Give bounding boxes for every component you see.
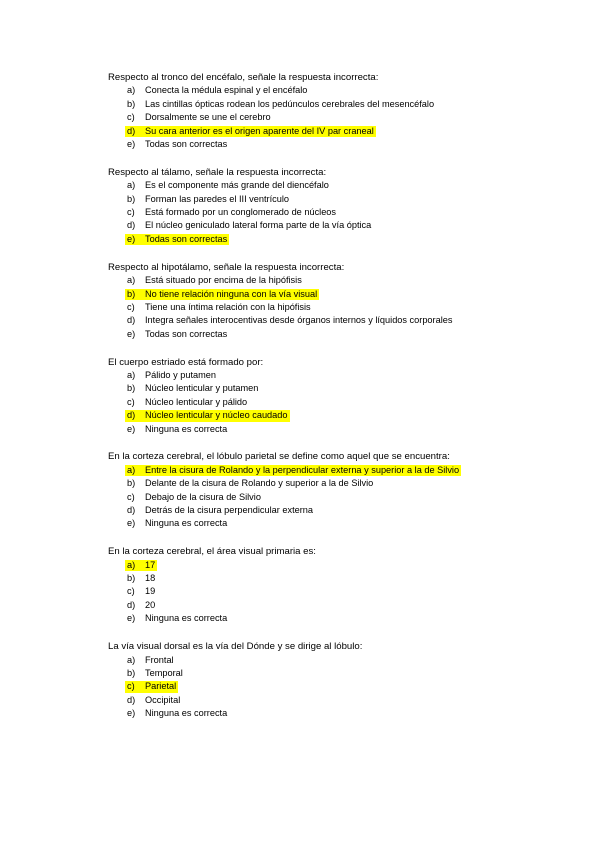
answer-option-highlighted — [108, 233, 568, 246]
option-letter: b) — [127, 383, 136, 394]
option-letter: c) — [127, 207, 135, 218]
question-text: El cuerpo estriado está formado por: — [108, 356, 264, 368]
answer-option — [108, 111, 568, 124]
option-letter: e) — [127, 328, 136, 339]
option-list — [108, 369, 568, 436]
answer-option-highlighted — [108, 559, 568, 572]
answer-option — [108, 206, 568, 219]
option-letter: c) — [127, 301, 135, 312]
option-letter: e) — [127, 233, 136, 244]
option-text: Parietal — [145, 681, 177, 692]
answer-option — [108, 599, 568, 612]
option-letter: e) — [127, 423, 136, 434]
option-letter: b) — [127, 478, 136, 489]
option-letter: b) — [127, 193, 136, 204]
answer-option — [108, 193, 568, 206]
question-block — [108, 261, 568, 341]
option-text: Todas son correctas — [145, 328, 228, 339]
option-text: Occipital — [145, 694, 181, 705]
question-block — [108, 450, 568, 530]
answer-option-highlighted — [108, 125, 568, 138]
option-letter: d) — [127, 315, 136, 326]
question-text: Respecto al hipotálamo, señale la respuesta incorrecta: — [108, 261, 345, 273]
option-list — [108, 274, 568, 341]
question-text: Respecto al tronco del encéfalo, señale la respuesta incorrecta: — [108, 72, 379, 83]
option-text: Las cintillas ópticas rodean los pedúnculos cerebrales del mesencéfalo — [145, 98, 435, 109]
option-text: Delante de la cisura de Rolando y superior a la de Silvio — [145, 478, 374, 489]
answer-option — [108, 219, 568, 232]
option-text: Integra señales interocentivas desde órganos internos y líquidos corporales — [145, 315, 453, 326]
option-text: Todas son correctas — [145, 138, 228, 149]
quiz-document — [108, 71, 568, 735]
option-text: Pálido y putamen — [145, 369, 216, 380]
answer-option — [108, 328, 568, 341]
question-text: La vía visual dorsal es la vía del Dónde y se dirige al lóbulo: — [108, 641, 363, 653]
answer-option — [108, 612, 568, 625]
option-text: Es el componente más grande del diencéfalo — [145, 180, 329, 191]
option-letter: a) — [127, 654, 136, 665]
question-block — [108, 356, 568, 436]
answer-option — [108, 707, 568, 720]
option-text: Entre la cisura de Rolando y la perpendicular externa y superior a la de Silvio — [145, 464, 460, 475]
option-letter: a) — [127, 369, 136, 380]
answer-option — [108, 585, 568, 598]
option-list — [108, 179, 568, 246]
question-text: En la corteza cerebral, el área visual primaria es: — [108, 546, 316, 558]
option-text: Su cara anterior es el origen aparente del IV par craneal — [145, 125, 374, 136]
option-letter: b) — [127, 573, 136, 584]
answer-option — [108, 491, 568, 504]
option-text: Todas son correctas — [145, 233, 228, 244]
option-letter: d) — [127, 505, 136, 516]
question-text: En la corteza cerebral, el lóbulo parietal se define como aquel que se encuentra: — [108, 451, 450, 463]
answer-option — [108, 98, 568, 111]
answer-option — [108, 314, 568, 327]
answer-option — [108, 382, 568, 395]
option-list — [108, 464, 568, 531]
option-text: El núcleo geniculado lateral forma parte de la vía óptica — [145, 220, 372, 231]
option-letter: d) — [127, 125, 136, 136]
answer-option — [108, 274, 568, 287]
answer-option — [108, 179, 568, 192]
answer-option — [108, 517, 568, 530]
option-text: Ninguna es correcta — [145, 613, 228, 624]
option-text: Forman las paredes el III ventrículo — [145, 193, 290, 204]
answer-option — [108, 504, 568, 517]
option-text: Dorsalmente se une el cerebro — [145, 112, 271, 123]
option-letter: d) — [127, 410, 136, 421]
option-text: Conecta la médula espinal y el encéfalo — [145, 85, 308, 96]
question-block — [108, 71, 568, 151]
option-text: 18 — [145, 573, 156, 584]
question-block — [108, 640, 568, 720]
option-letter: c) — [127, 396, 135, 407]
answer-option-highlighted — [108, 680, 568, 693]
option-text: 19 — [145, 586, 156, 597]
option-list — [108, 654, 568, 721]
option-text: Ninguna es correcta — [145, 708, 228, 719]
answer-option — [108, 572, 568, 585]
answer-option — [108, 654, 568, 667]
option-letter: c) — [127, 112, 135, 123]
option-text: No tiene relación ninguna con la vía visual — [145, 288, 318, 299]
option-letter: a) — [127, 180, 136, 191]
answer-option-highlighted — [108, 288, 568, 301]
answer-option — [108, 301, 568, 314]
option-text: Está situado por encima de la hipófisis — [145, 275, 302, 286]
option-letter: d) — [127, 599, 136, 610]
option-text: Tiene una íntima relación con la hipófisis — [145, 301, 311, 312]
option-text: Está formado por un conglomerado de núcleos — [145, 207, 337, 218]
option-text: Detrás de la cisura perpendicular externa — [145, 505, 314, 516]
option-text: Debajo de la cisura de Silvio — [145, 491, 261, 502]
answer-option — [108, 667, 568, 680]
option-letter: d) — [127, 220, 136, 231]
question-text: Respecto al tálamo, señale la respuesta incorrecta: — [108, 166, 327, 178]
option-text: Núcleo lenticular y putamen — [145, 383, 259, 394]
question-block — [108, 166, 568, 246]
answer-option — [108, 396, 568, 409]
option-letter: a) — [127, 559, 136, 570]
answer-option-highlighted — [108, 409, 568, 422]
answer-option — [108, 369, 568, 382]
option-letter: c) — [127, 681, 135, 692]
option-text: Temporal — [145, 667, 183, 678]
option-letter: c) — [127, 491, 135, 502]
option-letter: b) — [127, 667, 136, 678]
option-letter: c) — [127, 586, 135, 597]
option-text: 17 — [145, 559, 156, 570]
question-block — [108, 545, 568, 625]
option-text: Ninguna es correcta — [145, 423, 228, 434]
answer-option — [108, 84, 568, 97]
option-list — [108, 559, 568, 626]
option-letter: b) — [127, 288, 136, 299]
option-text: 20 — [145, 599, 156, 610]
option-letter: b) — [127, 98, 136, 109]
option-letter: e) — [127, 518, 136, 529]
option-list — [108, 84, 568, 151]
answer-option — [108, 694, 568, 707]
option-letter: a) — [127, 85, 136, 96]
answer-option — [108, 423, 568, 436]
option-text: Núcleo lenticular y núcleo caudado — [145, 410, 288, 421]
option-letter: e) — [127, 708, 136, 719]
option-text: Núcleo lenticular y pálido — [145, 396, 248, 407]
answer-option — [108, 138, 568, 151]
answer-option-highlighted — [108, 464, 568, 477]
option-letter: a) — [127, 275, 136, 286]
option-text: Frontal — [145, 654, 174, 665]
option-text: Ninguna es correcta — [145, 518, 228, 529]
option-letter: a) — [127, 464, 136, 475]
option-letter: e) — [127, 613, 136, 624]
option-letter: d) — [127, 694, 136, 705]
option-letter: e) — [127, 138, 136, 149]
answer-option — [108, 477, 568, 490]
